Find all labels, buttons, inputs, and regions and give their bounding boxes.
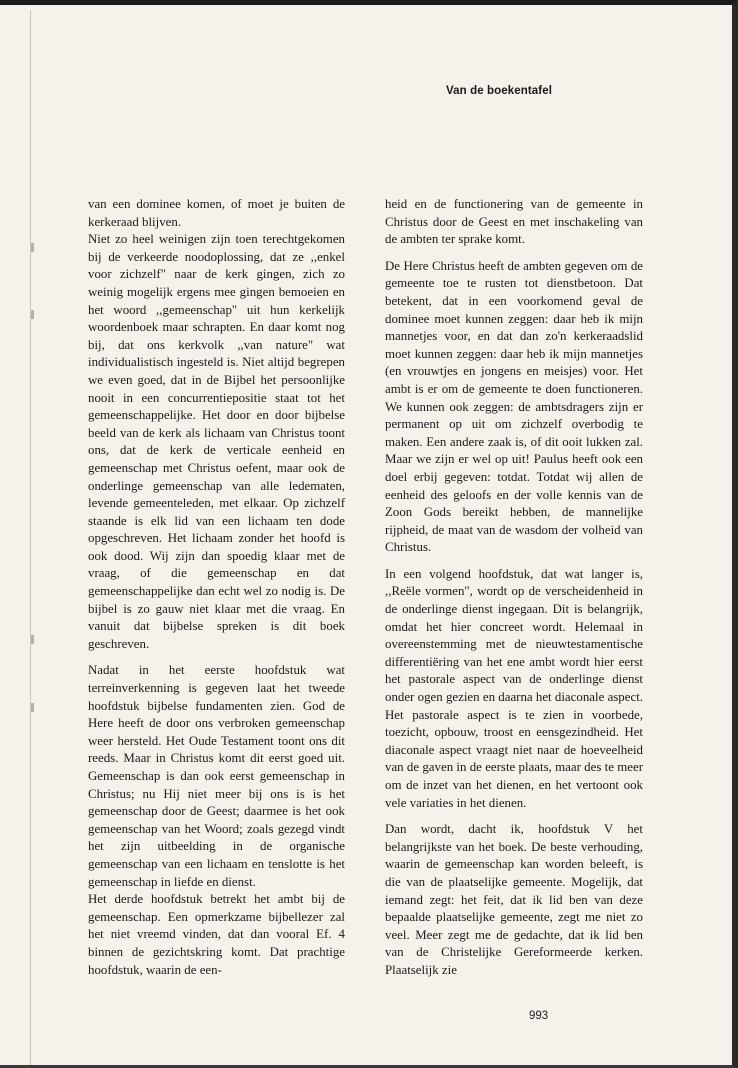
running-title: Van de boekentafel [446,85,552,97]
paragraph: De Here Christus heeft de ambten gegeven om de gemeente toe te rusten tot dienstbetoon. Dat betekent, dat in een voorkomend geval de dominee moet kunnen zeggen: daar heb ik mijn mannetjes voor, en dat dan zo'n kerkeraadslid moet kunnen zeggen: daar heb ik mijn mannetjes (en vrouwtjes en jongens en meisjes) voor. Het ambt is er om de gemeente te doen functioneren. We kunnen ook zeggen: de ambtsdragers zijn er permanent op uit om zichzelf overbodig te maken. Een andere zaak is, of dit ooit lukken zal. Maar we zijn er wel op uit! Paulus heeft ook een doel erbij gegeven: totdat. Totdat wij allen de eenheid des geloofs en der volle kennis van de Zoon Gods bereikt hebben, de mannelijke rijpheid, de maat van de wasdom der volheid van Christus. [385,258,643,555]
margin-mark [31,703,34,712]
paragraph: Niet zo heel weinigen zijn toen terechtgekomen bij de verkeerde noodoplossing, dat ze ,,enkel voor zichzelf" naar de kerk gingen, zich zo weinig mogelijk ergens mee gingen bemoeien en het woord ,,gemeenschap" uit hun kerkelijk woordenboek maar schrapten. En daar komt nog bij, dat ons kerkvolk ,,van nature" wat individualistisch ingesteld is. Niet altijd begrepen we even goed, dat in de Bijbel het persoonlijke nooit in een concurrentiepositie staat tot het gemeenschappelijke. Het door en door bijbelse beeld van de kerk als lichaam van Christus toont ons, dat de kerk de verticale eenheid en gemeenschap met Christus oefent, maar ook de onderlinge gemeenschap van alle ledematen, levende gemeenteleden, met elkaar. Op zichzelf staande is elk lid van een lichaam ten dode opgeschreven. Het lichaam zonder het hoofd is ook dood. Wij zijn dan spoedig klaar met de vraag, of die gemeenschap en dat gemeenschappelijke dan echt wel zo nodig is. De bijbel is zo gauw niet klaar met die vraag. En vanuit dat bijbelse spreken is dit boek geschreven. [88,232,345,651]
paragraph: Het derde hoofdstuk betrekt het ambt bij de gemeenschap. Een opmerkzame bijbellezer zal het niet vreemd vinden, dat dan vooral Ef. 4 binnen de gezichtskring komt. Dat prachtige hoofdstuk, waarin de een- [88,892,345,977]
margin-mark [31,635,34,644]
paragraph: Dan wordt, dacht ik, hoofdstuk V het belangrijkste van het boek. De beste verhouding, waarin de gemeenschap kan worden beleeft, is die van de plaatselijke gemeente. Mogelijk, dat iemand zegt: het feit, dat ik lid ben van deze bepaalde plaatselijke gemeente, zegt me niet zo veel. Meer zegt me de gedachte, dat ik lid ben van de Christelijke Gereformeerde kerken. Plaatselijk zie [385,822,643,977]
margin-mark [31,243,34,252]
left-column [88,196,345,979]
paragraph: heid en de functionering van de gemeente in Christus door de Geest en met inschakeling van de ambten ter sprake komt. [385,197,643,247]
paragraph: Nadat in het eerste hoofdstuk wat terreinverkenning is gegeven laat het tweede hoofdstuk bijbelse fundamenten zien. God de Here heeft de door ons verbroken gemeenschap weer hersteld. Het Oude Testament toont ons dit reeds. Maar in Christus komt dit eerst goed uit. Gemeenschap is dan ook eerst gemeenschap in Christus; nu Hij niet meer bij ons is is het gemeenschap door de Geest; daarmee is het ook gemeenschap van het Woord; zoals gezegd vindt het zijn uitbeelding in de organische gemeenschap van een lichaam en tenslotte is het gemeenschap in liefde en dienst. [88,663,345,889]
margin-mark [31,310,34,319]
page-gutter-line [30,10,31,1065]
page-number: 993 [529,1010,549,1022]
paragraph: In een volgend hoofdstuk, dat wat langer is, ,,Reële vormen", wordt op de verscheidenheid in de onderlinge dienst ingegaan. Dit is belangrijk, omdat het hier concreet wordt. Helemaal in overeenstemming met de nieuwtestamentische differentiëring van het ene ambt wordt hier eerst het pastorale aspect van de onderlinge dienst onder ogen gezien en daarna het diaconale aspect. Het pastorale aspect is te zien in voorbede, toezicht, opbouw, troost en eensgezindheid. Het diaconale aspect vraagt niet naar de hoeveelheid van de gaven in de eerste plaats, maar des te meer om de inzet van het dienen, en het vertoont ook vele variaties in het dienen. [385,566,643,810]
right-column [385,196,643,980]
paragraph: van een dominee komen, of moet je buiten de kerkeraad blijven. [88,197,345,229]
